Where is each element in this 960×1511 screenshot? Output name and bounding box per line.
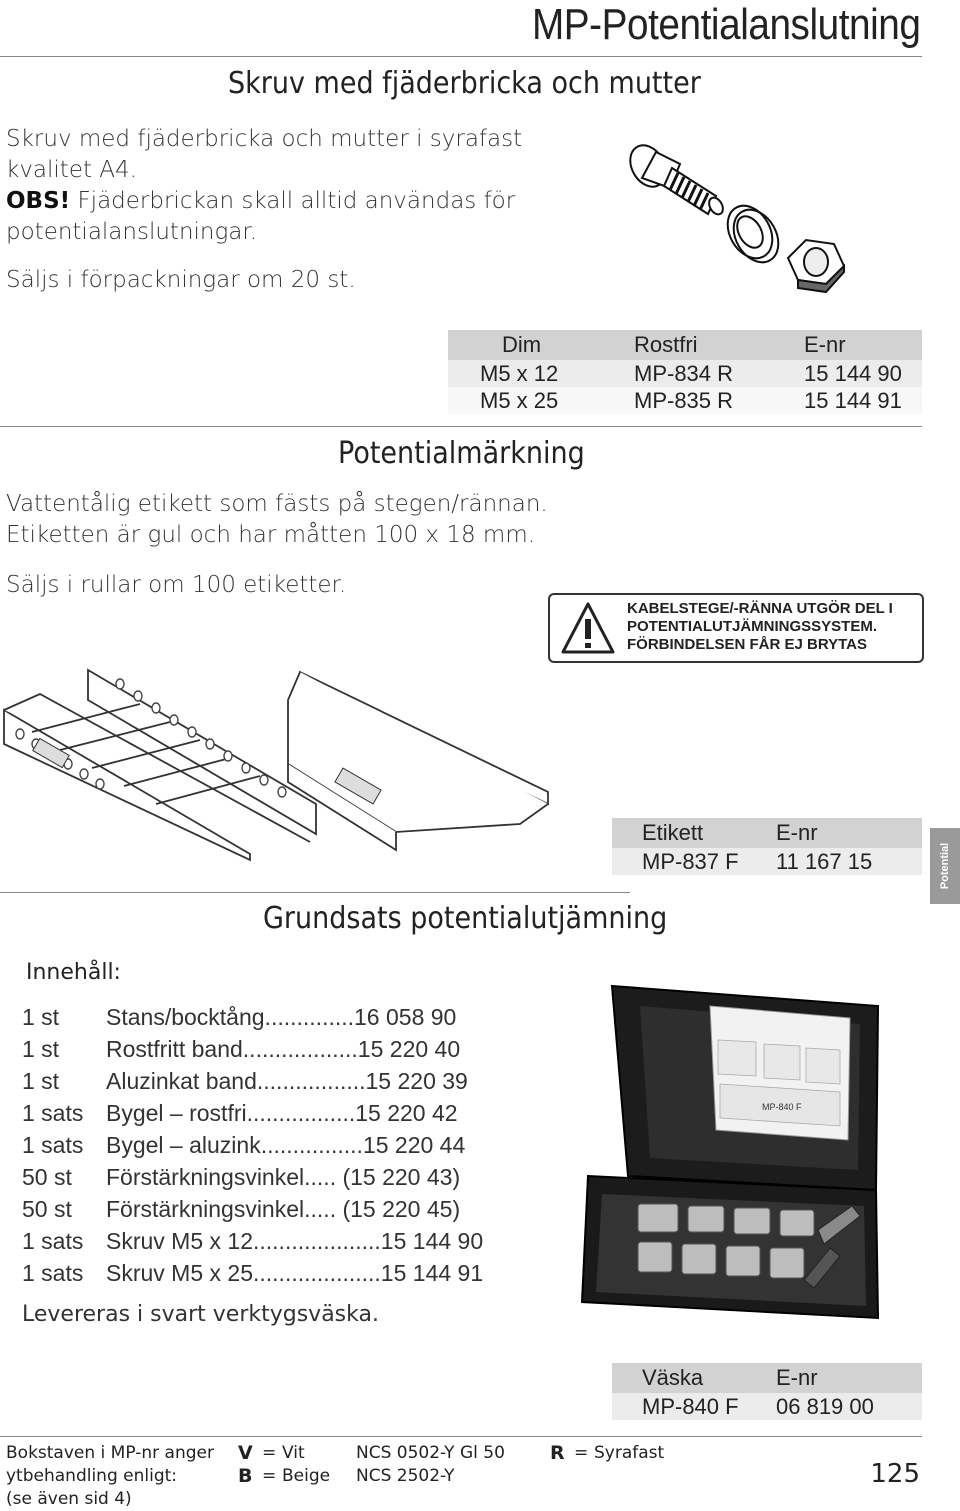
footer-color-legend (238, 1442, 718, 1492)
warning-label-line1: KABELSTEGE/-RÄNNA UTGÖR DEL I (627, 600, 893, 617)
warning-label (548, 593, 924, 663)
table-cell: 06 819 00 (776, 1393, 922, 1420)
item-qty: 50 st (22, 1164, 72, 1190)
footer-legend-intro (6, 1442, 214, 1511)
legend-eq: = (262, 1466, 277, 1486)
screw-washer-nut-illustration (620, 140, 870, 310)
warning-label-line2: POTENTIALUTJÄMNINGSSYSTEM. (627, 618, 878, 635)
marking-description (6, 489, 566, 601)
item-text: Aluzinkat band.................15 220 39 (106, 1068, 468, 1094)
item-qty: 1 st (22, 1068, 60, 1094)
item-qty: 1 st (22, 1004, 60, 1030)
legend-key-v: V (238, 1442, 253, 1464)
marking-desc-line2: Etiketten är gul och har måtten 100 x 18 mm. (6, 522, 536, 548)
marking-section-rule (0, 892, 630, 893)
contents-heading: Innehåll: (26, 960, 121, 985)
legend-value-v: Vit (282, 1443, 305, 1463)
legend-eq: = (262, 1443, 277, 1463)
table-row (448, 360, 922, 387)
item-qty: 1 sats (22, 1132, 84, 1158)
screw-table-header-dim: Dim (448, 330, 634, 360)
case-doc-label: MP-840 F (762, 1102, 802, 1112)
header-rule (0, 56, 922, 57)
item-text: Skruv M5 x 12....................15 144 90 (106, 1228, 484, 1254)
side-tab-label: Potential (939, 842, 951, 890)
item-qty: 1 sats (22, 1228, 84, 1254)
screw-table (448, 330, 922, 414)
table-cell: MP-834 R (634, 360, 804, 387)
marking-section-title: Potentialmärkning (338, 436, 585, 471)
legend-value-r: Syrafast (594, 1443, 665, 1463)
kit-section-title: Grundsats potentialutjämning (263, 901, 668, 936)
obs-line2: potentialanslutningar. (6, 219, 258, 245)
legend-value-b: Beige (282, 1466, 331, 1486)
item-text: Rostfritt band..................15 220 40 (106, 1036, 461, 1062)
screw-section-title: Skruv med fjäderbricka och mutter (228, 66, 701, 101)
screw-pack: Säljs i förpackningar om 20 st. (6, 267, 356, 293)
screw-table-header-rostfri: Rostfri (634, 330, 804, 360)
delivery-note: Levereras i svart verktygsväska. (22, 1302, 379, 1327)
table-cell: MP-840 F (612, 1393, 776, 1420)
footer-line2: ytbehandling enligt: (6, 1466, 178, 1486)
case-table (612, 1363, 922, 1420)
label-table (612, 818, 922, 875)
footer-line1: Bokstaven i MP-nr anger (6, 1443, 214, 1463)
screw-section-rule (0, 426, 922, 427)
table-cell: M5 x 25 (448, 387, 634, 414)
page-title: MP-Potentialanslutning (531, 0, 920, 49)
screw-desc-line2: kvalitet A4. (6, 157, 137, 183)
label-table-header-etikett: Etikett (612, 818, 776, 848)
legend-eq: = (574, 1443, 589, 1463)
item-qty: 1 sats (22, 1100, 84, 1126)
warning-triangle-icon (560, 600, 616, 656)
marking-pack: Säljs i rullar om 100 etiketter. (6, 572, 347, 598)
item-qty: 1 sats (22, 1260, 84, 1286)
marking-desc-line1: Vattentålig etikett som fästs på stegen/rännan. (6, 491, 548, 517)
item-text: Stans/bocktång..............16 058 90 (106, 1004, 457, 1030)
item-text: Förstärkningsvinkel..... (15 220 43) (106, 1164, 461, 1190)
screw-desc-line1: Skruv med fjäderbricka och mutter i syrafast (6, 126, 523, 152)
screw-table-header-enr: E-nr (804, 330, 922, 360)
side-tab (930, 828, 960, 904)
screw-description (6, 124, 526, 296)
table-row (612, 1393, 922, 1420)
obs-label: OBS! (6, 188, 71, 214)
table-cell: M5 x 12 (448, 360, 634, 387)
table-cell: 15 144 90 (804, 360, 922, 387)
page-number: 125 (870, 1459, 920, 1489)
footer-line3: (se även sid 4) (6, 1489, 132, 1509)
table-cell: 15 144 91 (804, 387, 922, 414)
case-table-header-vaska: Väska (612, 1363, 776, 1393)
legend-key-b: B (238, 1465, 253, 1487)
legend-ncs-b: NCS 2502-Y (356, 1466, 455, 1486)
item-qty: 1 st (22, 1036, 60, 1062)
table-cell: MP-835 R (634, 387, 804, 414)
item-text: Bygel – rostfri.................15 220 42 (106, 1100, 458, 1126)
item-text: Förstärkningsvinkel..... (15 220 45) (106, 1196, 461, 1222)
legend-ncs-v: NCS 0502-Y Gl 50 (356, 1443, 505, 1463)
obs-text: Fjäderbrickan skall alltid användas för (70, 188, 516, 214)
item-text: Bygel – aluzink................15 220 44 (106, 1132, 466, 1158)
cable-ladder-tray-illustration (0, 664, 560, 864)
legend-key-r: R (550, 1442, 565, 1464)
obs-line (6, 186, 526, 217)
table-cell: 11 167 15 (776, 848, 922, 875)
tool-case-illustration (578, 980, 898, 1340)
footer-rule (0, 1436, 922, 1437)
table-row (448, 387, 922, 414)
item-text: Skruv M5 x 25....................15 144 91 (106, 1260, 484, 1286)
contents-list (22, 1004, 492, 1304)
case-table-header-enr: E-nr (776, 1363, 922, 1393)
warning-label-line3: FÖRBINDELSEN FÅR EJ BRYTAS (627, 636, 868, 653)
label-table-header-enr: E-nr (776, 818, 922, 848)
table-cell: MP-837 F (612, 848, 776, 875)
table-row (612, 848, 922, 875)
item-qty: 50 st (22, 1196, 72, 1222)
